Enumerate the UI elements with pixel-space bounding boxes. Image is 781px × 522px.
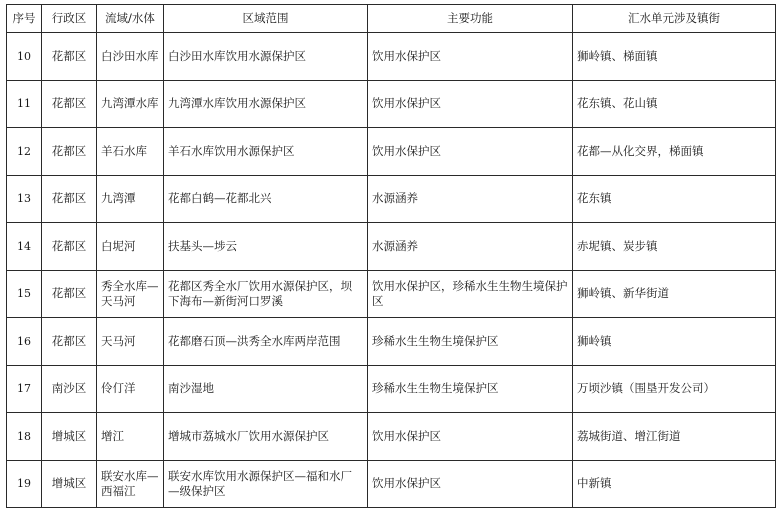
cell-area-range: 花都磨石顶—洪秀全水库两岸范围	[164, 318, 368, 366]
cell-district: 花都区	[42, 128, 97, 176]
cell-district: 花都区	[42, 175, 97, 223]
cell-district: 花都区	[42, 80, 97, 128]
cell-main-function: 水源涵养	[368, 175, 573, 223]
table-row	[7, 413, 776, 461]
table-row	[7, 270, 776, 318]
cell-index: 14	[7, 223, 42, 271]
cell-district: 花都区	[42, 33, 97, 81]
cell-area-range: 联安水库饮用水源保护区—福和水厂—级保护区	[164, 460, 368, 508]
cell-waterbody: 天马河	[97, 318, 164, 366]
cell-area-range: 增城市荔城水厂饮用水源保护区	[164, 413, 368, 461]
cell-area-range: 南沙湿地	[164, 365, 368, 413]
cell-area-range: 羊石水库饮用水源保护区	[164, 128, 368, 176]
cell-waterbody: 增江	[97, 413, 164, 461]
cell-towns: 花东镇、花山镇	[573, 80, 776, 128]
cell-towns: 狮岭镇、新华街道	[573, 270, 776, 318]
cell-waterbody: 伶仃洋	[97, 365, 164, 413]
cell-towns: 中新镇	[573, 460, 776, 508]
cell-area-range: 白沙田水库饮用水源保护区	[164, 33, 368, 81]
cell-index: 18	[7, 413, 42, 461]
cell-towns: 花东镇	[573, 175, 776, 223]
cell-waterbody: 秀全水库—天马河	[97, 270, 164, 318]
table-row	[7, 365, 776, 413]
header-towns: 汇水单元涉及镇街	[573, 5, 776, 33]
table-row	[7, 460, 776, 508]
table-row	[7, 80, 776, 128]
cell-index: 13	[7, 175, 42, 223]
cell-waterbody: 羊石水库	[97, 128, 164, 176]
cell-waterbody: 白沙田水库	[97, 33, 164, 81]
water-protection-table-container	[6, 4, 775, 508]
cell-towns: 狮岭镇	[573, 318, 776, 366]
cell-waterbody: 白坭河	[97, 223, 164, 271]
cell-index: 12	[7, 128, 42, 176]
cell-district: 花都区	[42, 223, 97, 271]
table-row	[7, 318, 776, 366]
header-area-range: 区域范围	[164, 5, 368, 33]
cell-index: 19	[7, 460, 42, 508]
cell-district: 花都区	[42, 270, 97, 318]
table-header-row	[7, 5, 776, 33]
cell-area-range: 九湾潭水库饮用水源保护区	[164, 80, 368, 128]
cell-district: 花都区	[42, 318, 97, 366]
cell-waterbody: 九湾潭	[97, 175, 164, 223]
cell-waterbody: 联安水库—西福江	[97, 460, 164, 508]
cell-main-function: 水源涵养	[368, 223, 573, 271]
cell-area-range: 花都区秀全水厂饮用水源保护区，坝下海布—新街河口罗溪	[164, 270, 368, 318]
cell-towns: 赤坭镇、炭步镇	[573, 223, 776, 271]
table-row	[7, 175, 776, 223]
cell-towns: 花都—从化交界，梯面镇	[573, 128, 776, 176]
table-row	[7, 223, 776, 271]
cell-main-function: 饮用水保护区	[368, 33, 573, 81]
cell-index: 16	[7, 318, 42, 366]
table-row	[7, 33, 776, 81]
cell-main-function: 饮用水保护区	[368, 413, 573, 461]
cell-waterbody: 九湾潭水库	[97, 80, 164, 128]
table-row	[7, 128, 776, 176]
header-index: 序号	[7, 5, 42, 33]
header-district: 行政区	[42, 5, 97, 33]
cell-index: 15	[7, 270, 42, 318]
cell-main-function: 珍稀水生生物生境保护区	[368, 318, 573, 366]
cell-main-function: 饮用水保护区	[368, 80, 573, 128]
cell-towns: 万顷沙镇（围垦开发公司）	[573, 365, 776, 413]
header-main-function: 主要功能	[368, 5, 573, 33]
cell-index: 11	[7, 80, 42, 128]
cell-towns: 荔城街道、增江街道	[573, 413, 776, 461]
cell-towns: 狮岭镇、梯面镇	[573, 33, 776, 81]
cell-main-function: 饮用水保护区	[368, 128, 573, 176]
cell-main-function: 饮用水保护区	[368, 460, 573, 508]
cell-district: 增城区	[42, 460, 97, 508]
water-protection-table	[6, 4, 776, 508]
cell-district: 增城区	[42, 413, 97, 461]
header-waterbody: 流域/水体	[97, 5, 164, 33]
cell-district: 南沙区	[42, 365, 97, 413]
cell-area-range: 扶基头—埗云	[164, 223, 368, 271]
cell-index: 17	[7, 365, 42, 413]
cell-area-range: 花都白鹤—花都北兴	[164, 175, 368, 223]
cell-main-function: 珍稀水生生物生境保护区	[368, 365, 573, 413]
cell-main-function: 饮用水保护区，珍稀水生生物生境保护区	[368, 270, 573, 318]
cell-index: 10	[7, 33, 42, 81]
